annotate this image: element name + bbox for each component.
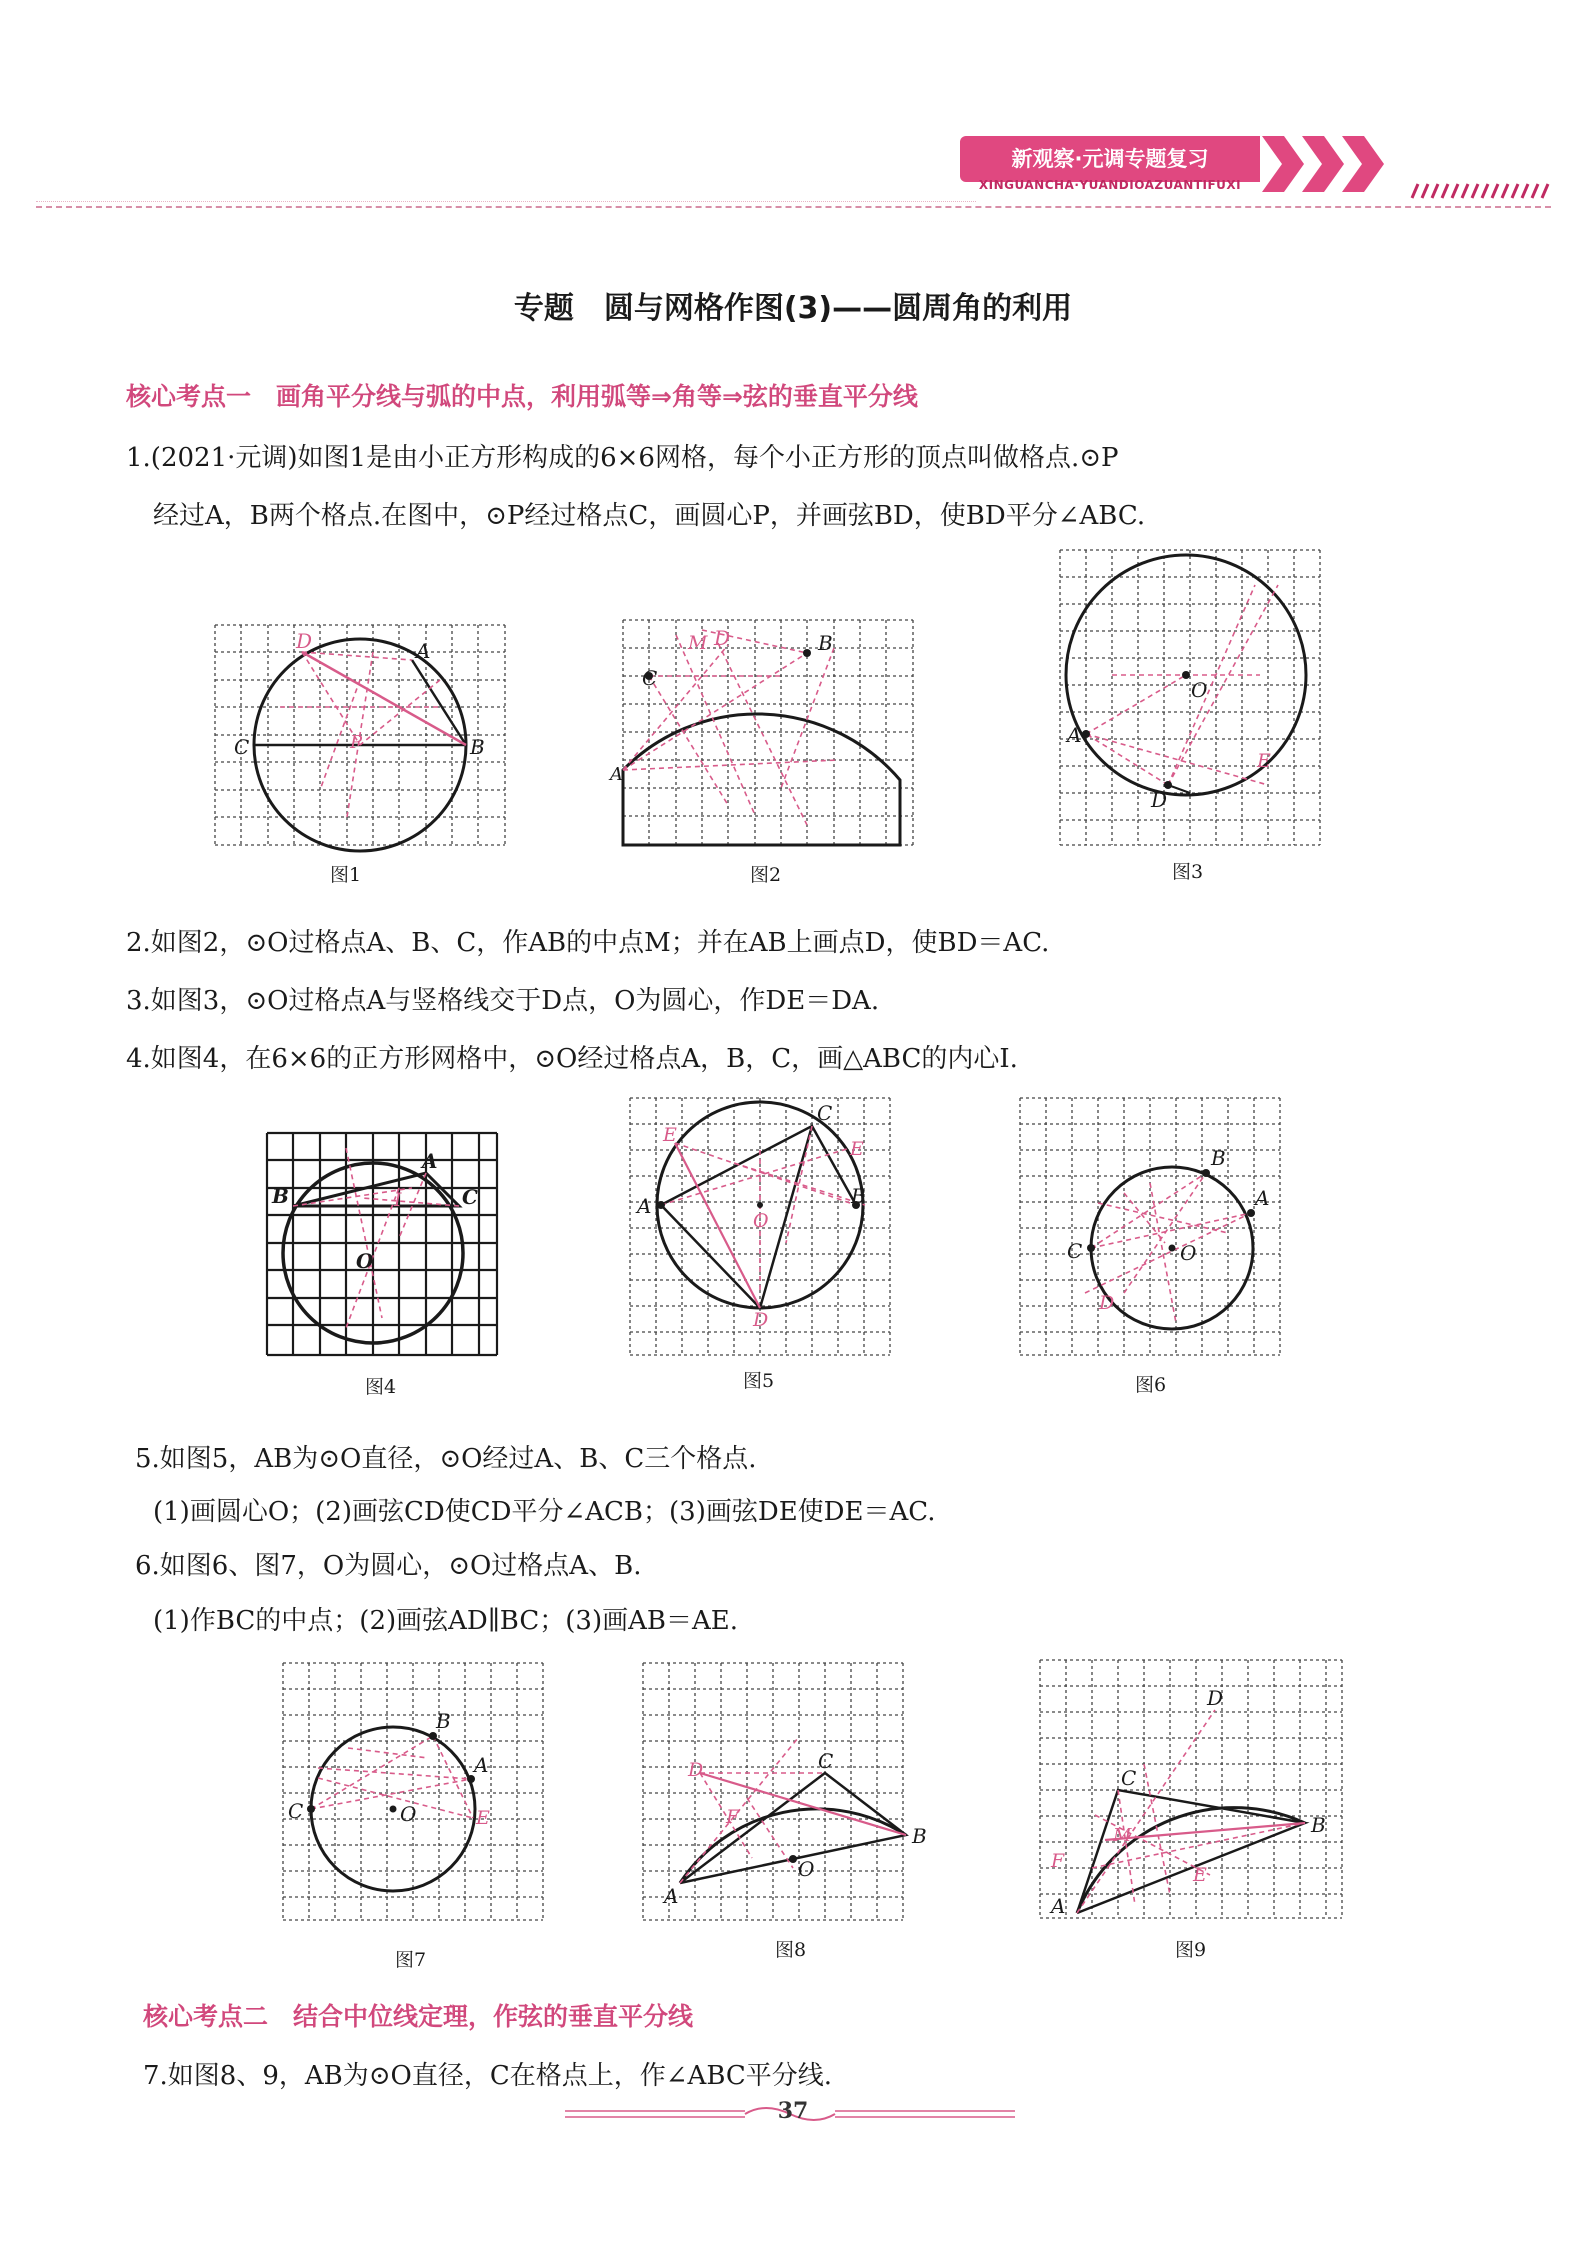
figure-3 — [1055, 545, 1325, 850]
fig4-label-O: O — [356, 1249, 374, 1273]
fig1-label-D: D — [296, 629, 313, 653]
fig3-label-A: A — [1067, 723, 1082, 747]
fig1-label-A: A — [416, 639, 431, 663]
fig8-label-A: A — [664, 1884, 679, 1908]
fig9-label-A: A — [1051, 1894, 1066, 1918]
fig7-label-C: C — [288, 1799, 304, 1823]
fig5-label-C: C — [817, 1101, 833, 1125]
caption-figure-9: 图9 — [1175, 1939, 1207, 1961]
fig9-label-E: E — [1193, 1864, 1207, 1886]
section-heading-1: 核心考点一 画角平分线与弧的中点，利用弧等⇒角等⇒弦的垂直平分线 — [126, 382, 918, 411]
caption-figure-6: 图6 — [1135, 1374, 1167, 1396]
figure-1 — [210, 620, 510, 850]
problem-1-line-2: 经过A，B两个格点.在图中，⊙P经过格点C，画圆心P，并画弦BD，使BD平分∠ABC. — [153, 501, 1146, 531]
figure-2 — [610, 615, 918, 855]
fig4-label-I: I — [394, 1189, 402, 1211]
caption-figure-5: 图5 — [743, 1370, 775, 1392]
caption-figure-1: 图1 — [330, 864, 362, 886]
fig8-label-B: B — [912, 1824, 927, 1848]
header-banner-en: XINGUANCHA·YUANDIOAZUANTIFUXI — [978, 178, 1242, 192]
figure-4 — [262, 1128, 502, 1360]
figure-9 — [1035, 1655, 1347, 1923]
fig3-label-E: E — [1257, 750, 1271, 772]
fig5-label-A: A — [637, 1194, 652, 1218]
fig9-label-B: B — [1311, 1813, 1326, 1837]
figure-8 — [638, 1658, 927, 1925]
problem-7: 7.如图8、9，AB为⊙O直径，C在格点上，作∠ABC平分线. — [143, 2061, 833, 2091]
fig7-label-O: O — [400, 1802, 417, 1826]
fig8-label-O: O — [798, 1857, 815, 1881]
fig9-label-F: F — [1051, 1850, 1065, 1872]
fig2-label-D: D — [714, 626, 731, 650]
fig5-label-B: B — [851, 1184, 866, 1208]
fig2-label-M: M — [688, 632, 708, 654]
fig9-label-C: C — [1121, 1766, 1137, 1790]
fig1-label-B: B — [470, 735, 485, 759]
header-dotted-line — [36, 201, 976, 202]
fig6-label-C: C — [1067, 1239, 1083, 1263]
page-title: 专题 圆与网格作图(3)——圆周角的利用 — [513, 291, 1073, 326]
fig8-label-C: C — [818, 1749, 834, 1773]
fig3-label-O: O — [1191, 678, 1208, 702]
problem-6-line-1: 6.如图6、图7，O为圆心，⊙O过格点A、B. — [135, 1551, 642, 1581]
fig1-label-C: C — [234, 735, 250, 759]
header-stripes-icon — [1410, 184, 1550, 198]
problem-5-line-1: 5.如图5，AB为⊙O直径，⊙O经过A、B、C三个格点. — [135, 1444, 757, 1474]
problem-1-line-1: 1.(2021·元调)如图1是由小正方形构成的6×6网格，每个小正方形的顶点叫做格点.⊙P — [126, 443, 1119, 473]
fig9-label-D: D — [1207, 1686, 1224, 1710]
fig5-label-E-right: E — [850, 1138, 864, 1160]
header-dashed-line — [36, 206, 1551, 208]
fig7-label-B: B — [436, 1709, 451, 1733]
fig6-label-D: D — [1099, 1292, 1115, 1314]
problem-5-line-2: (1)画圆心O；(2)画弦CD使CD平分∠ACB；(3)画弦DE使DE＝AC. — [153, 1497, 936, 1527]
caption-figure-8: 图8 — [775, 1939, 807, 1961]
fig2-label-C: C — [642, 666, 658, 690]
fig8-label-F: F — [726, 1806, 740, 1828]
fig7-label-A: A — [474, 1753, 489, 1777]
fig8-label-D: D — [688, 1759, 704, 1781]
figure-7 — [278, 1658, 548, 1925]
fig9-label-M: M — [1113, 1825, 1132, 1846]
fig5-label-D: D — [753, 1309, 769, 1331]
fig7-label-E: E — [476, 1807, 490, 1829]
problem-4: 4.如图4，在6×6的正方形网格中，⊙O经过格点A，B，C，画△ABC的内心I. — [126, 1044, 1018, 1074]
figure-6 — [1015, 1093, 1285, 1360]
header-banner: 新观察·元调专题复习 — [960, 136, 1260, 182]
fig1-label-P: P — [350, 732, 363, 753]
caption-figure-3: 图3 — [1172, 861, 1204, 883]
problem-3: 3.如图3，⊙O过格点A与竖格线交于D点，O为圆心，作DE＝DA. — [126, 986, 880, 1016]
problem-2: 2.如图2，⊙O过格点A、B、C，作AB的中点M；并在AB上画点D，使BD＝AC. — [126, 928, 1050, 958]
fig6-label-B: B — [1211, 1146, 1226, 1170]
fig5-label-E-left: E — [663, 1124, 677, 1146]
header-chevrons-icon — [1262, 136, 1412, 196]
figure-5 — [625, 1093, 895, 1360]
caption-figure-2: 图2 — [750, 864, 782, 886]
fig3-label-D: D — [1151, 788, 1168, 812]
fig4-label-A: A — [422, 1149, 438, 1173]
fig2-label-A: A — [610, 764, 623, 785]
page-number: 37 — [777, 2098, 809, 2124]
fig4-label-B: B — [272, 1184, 289, 1208]
fig4-label-C: C — [462, 1185, 478, 1209]
section-heading-2: 核心考点二 结合中位线定理，作弦的垂直平分线 — [143, 2002, 694, 2031]
fig5-label-O: O — [753, 1210, 769, 1232]
caption-figure-7: 图7 — [395, 1949, 427, 1971]
fig2-label-B: B — [818, 631, 833, 655]
problem-6-line-2: (1)作BC的中点；(2)画弦AD∥BC；(3)画AB＝AE. — [153, 1606, 738, 1636]
caption-figure-4: 图4 — [365, 1376, 397, 1398]
fig6-label-A: A — [1255, 1186, 1270, 1210]
fig6-label-O: O — [1180, 1241, 1197, 1265]
